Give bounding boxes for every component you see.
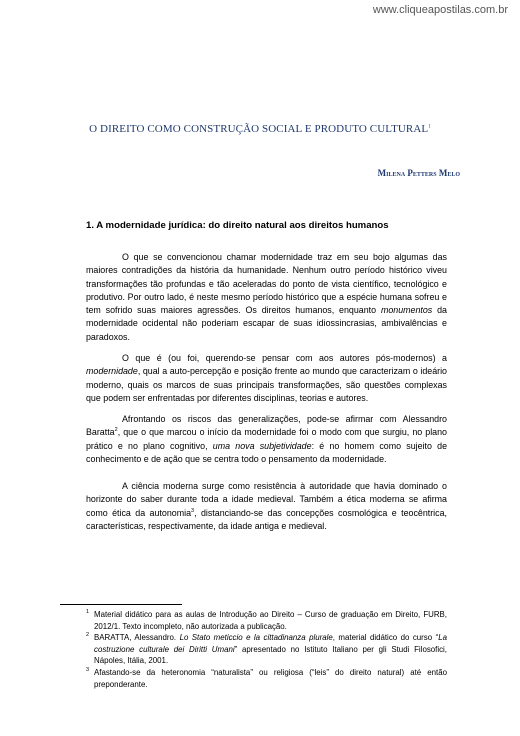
p3-text-a: Afrontando os riscos das generalizações, pode-se afirmar com Alessandro Baratta xyxy=(86,414,447,438)
footnote-3 xyxy=(86,667,447,690)
footnote-separator xyxy=(60,604,182,605)
document-title xyxy=(60,123,460,135)
footnote-text: Afastando-se da heteronomia “naturalista” ou religiosa (“leis” do direito natural) até então preponderante. xyxy=(94,667,447,689)
p2-text-a: O que é (ou foi, querendo-se pensar com aos autores pós-modernos) a xyxy=(122,353,447,363)
footnote-ref-3: 3 xyxy=(191,507,195,514)
title-text: O DIREITO COMO CONSTRUÇÃO SOCIAL E PRODUTO CULTURAL xyxy=(89,123,429,135)
section-heading: 1. A modernidade jurídica: do direito natural aos direitos humanos xyxy=(86,220,389,231)
footnote-italic-title: Lo Stato meticcio e la cittadinanza plurale xyxy=(179,633,333,643)
footnote-number: 2 xyxy=(86,632,90,639)
p3-text-d: : é no homem como sujeito de conhecimento e de ação que se centra todo o pensamento da modernidade. xyxy=(86,440,448,464)
footnote-1 xyxy=(86,609,447,632)
title-footnote-ref: 1 xyxy=(428,124,431,130)
author-name: Milena Petters Melo xyxy=(377,168,460,178)
p3-italic: uma nova subjetividade xyxy=(212,440,312,451)
p2-italic: modernidade xyxy=(86,366,138,377)
p1-italic: monumentos xyxy=(380,305,433,316)
p2-text-c: , qual a auto-percepção e posição frente ao mundo que caracterizam o ideário moderno, quais os marcos de suas principais transformações, são questões complexas que podem ser enfrentadas por diferentes disciplinas, teorias e autores. xyxy=(86,366,447,403)
footnotes xyxy=(86,609,447,690)
footnote-ref-2: 2 xyxy=(114,427,118,434)
p1-text-c: da modernidade ocidental não poderiam escapar de suas idiossincrasias, ambivalências e paradoxos. xyxy=(86,305,447,342)
p4-text-a: A ciência moderna surge como resistência à autoridade que havia dominado o horizonte do saber durante toda a idade medieval. Também a ética moderna se afirma como ética da autonomia xyxy=(86,481,447,518)
watermark: www.cliqueapostilas.com.br xyxy=(372,4,508,16)
footnote-text: Material didático para as aulas de Introdução ao Direito – Curso de graduação em Direito, FURB, 2012/1. Texto incompleto, não autorizada a publicação. xyxy=(94,610,447,631)
paragraph-1 xyxy=(86,251,447,344)
footnote-text-c: , material didático do curso “ xyxy=(332,633,439,643)
footnote-text-a: BARATTA, Alessandro. xyxy=(94,633,180,643)
paragraph-3 xyxy=(86,413,447,466)
footnote-number: 3 xyxy=(86,666,90,673)
footnote-number: 1 xyxy=(86,609,90,615)
p3-text-b: , que o que marcou o início da modernidade foi o modo com que surgiu, no plano prático e no plano cognitivo, xyxy=(86,427,447,451)
footnote-2 xyxy=(86,632,447,667)
footnote-italic-course: La costruzione culturale dei Diritti Umani xyxy=(94,633,447,654)
p4-text-b: , distanciando-se das concepções cosmológica e teocêntrica, características, respectivamente, da idade antiga e medieval. xyxy=(86,507,447,531)
paragraph-4 xyxy=(86,480,447,533)
p1-text-a: O que se convencionou chamar modernidade traz em seu bojo algumas das maiores contradições da história da humanidade. Nenhum outro período histórico viveu transformações tão profundas e tão aceleradas do ponto de vista científico, tecnológico e produtivo. Por outro lado, é neste mesmo período histórico que a espécie humana sofreu e tem sofrido suas maiores agressões. Os direitos humanos, enquanto xyxy=(86,252,447,316)
footnote-text-e: ” apresentado no Istituto Italiano per gli Studi Filosofici, Nápoles, Itália, 2001. xyxy=(94,644,447,666)
paragraph-2 xyxy=(86,352,447,405)
